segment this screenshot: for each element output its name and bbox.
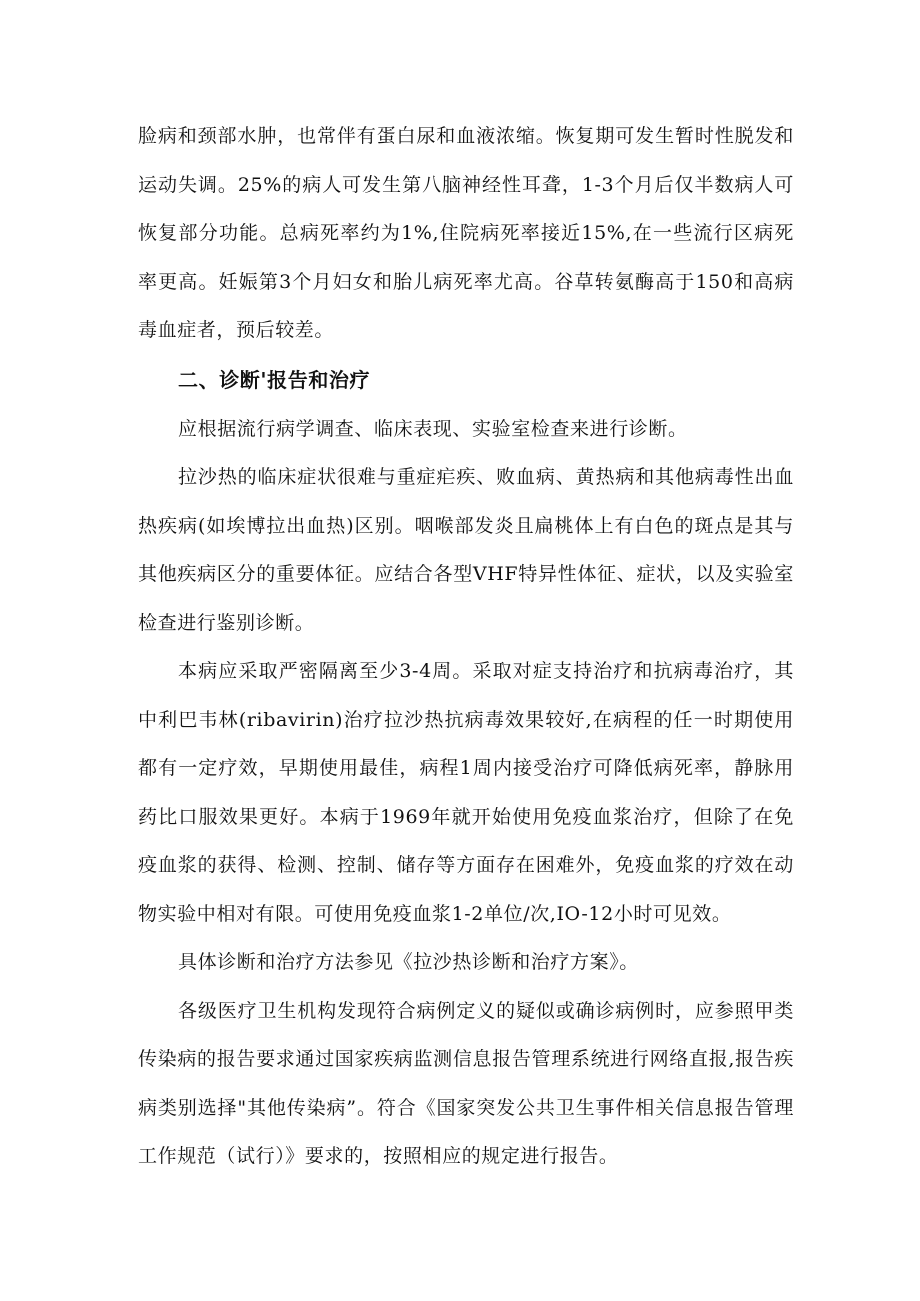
paragraph-reporting: 各级医疗卫生机构发现符合病例定义的疑似或确诊病例时，应参照甲类传染病的报告要求通过国家疾病监测信息报告管理系统进行网络直报,报告疾病类别选择"其他传染病”。符合《国家突发公共卫生事件相关信息报告管理工作规范（试行）》要求的，按照相应的规定进行报告。 [138,999,794,1167]
paragraph-reference: 具体诊断和治疗方法参见《拉沙热诊断和治疗方案》。 [178,951,639,973]
paragraph-treatment: 本病应采取严密隔离至少3-4周。采取对症支持治疗和抗病毒治疗，其中利巴韦林(ribavirin)治疗拉沙热抗病毒效果较好,在病程的任一时期使用都有一定疗效，早期使用最佳，病程1周内接受治疗可降低病死率，静脉用药比口服效果更好。本病于1969年就开始使用免疫血浆治疗，但除了在免疫血浆的获得、检测、控制、储存等方面存在困难外，免疫血浆的疗效在动物实验中相对有限。可使用免疫血浆1-2单位/次,IO-12小时可见效。 [138,660,794,925]
paragraph-differential-diagnosis: 拉沙热的临床症状很难与重症疟疾、败血病、黄热病和其他病毒性出血热疾病(如埃博拉出血热)区别。咽喉部发炎且扁桃体上有白色的斑点是其与其他疾病区分的重要体征。应结合各型VHF特异性体征、症状，以及实验室检查进行鉴别诊断。 [138,466,794,634]
paragraph-diagnosis-basis: 应根据流行病学调查、临床表现、实验室检查来进行诊断。 [178,417,688,440]
section-heading-diagnosis: 二、诊断'报告和治疗 [178,367,371,392]
document-body [138,112,794,1181]
paragraph-prognosis: 脸病和颈部水肿，也常伴有蛋白尿和血液浓缩。恢复期可发生暂时性脱发和运动失调。25%的病人可发生第八脑神经性耳聋，1-3个月后仅半数病人可恢复部分功能。总病死率约为1%,住院病死率接近15%,在一些流行区病死率更高。妊娠第3个月妇女和胎儿病死率尤高。谷草转氨酶高于150和高病毒血症者，预后较差。 [138,125,794,341]
